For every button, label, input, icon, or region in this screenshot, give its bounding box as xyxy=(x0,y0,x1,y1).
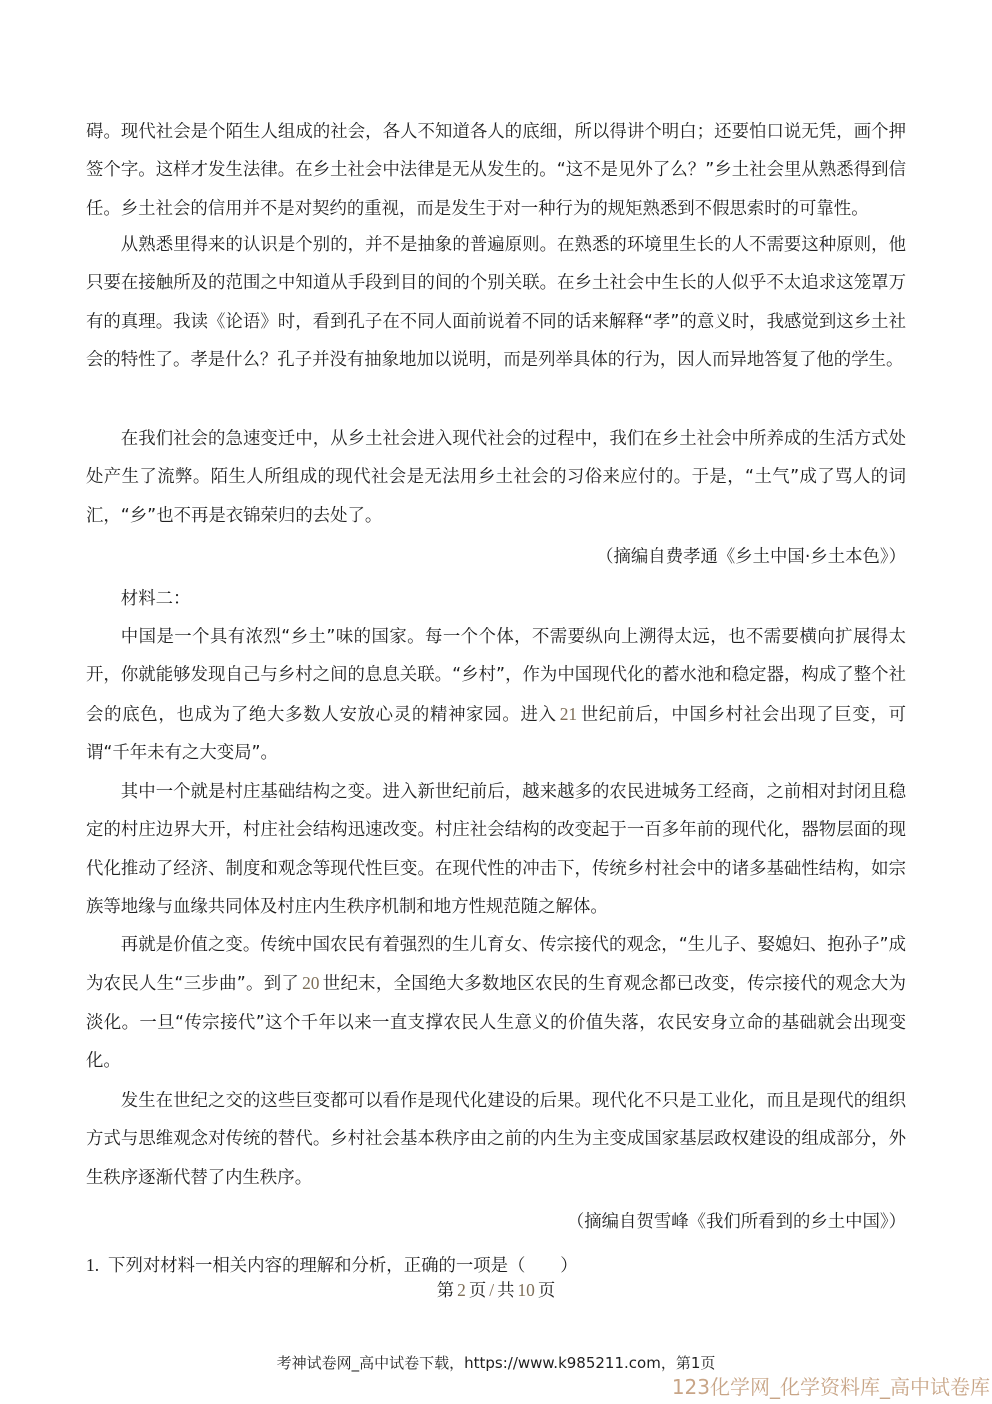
page-indicator-suffix: 页 xyxy=(537,1281,556,1301)
text-segment: 中国是一个具有浓烈“乡土”味的国家。每一个个体，不需要纵向上溯得太远，也不需要横向扩展得太开，你就能够发现自己与乡村之间的息息关联。“乡村”，作为中国现代化的蓄水池和稳定器，构成了整个社会的底色，也成为了绝大多数人安放心灵的精神家园。进入 xyxy=(86,627,906,725)
text-segment: 再就是价值之变。传统中国农民有着强烈的生儿育女、传宗接代的观念，“生儿子、娶媳妇、抱孙子”成为农民人生“三步曲”。到了 xyxy=(86,935,906,995)
attribution-material1: （摘编自费孝通《乡土中国·乡土本色》） xyxy=(596,547,906,567)
year-number-21: 21 xyxy=(559,703,578,724)
page-indicator-prefix: 第 xyxy=(436,1281,455,1301)
text-segment: 世纪末，全国绝大多数地区农民的生育观念都已改变，传宗接代的观念大为淡化。一旦“传宗接代”这个千年以来一直支撑农民人生意义的价值失落，农民安身立命的基础就会出现变化。 xyxy=(86,974,906,1071)
question-text: 下列对材料一相关内容的理解和分析，正确的一项是（ ） xyxy=(108,1256,578,1276)
material2-heading: 材料二： xyxy=(120,589,191,609)
paragraph-material2-value xyxy=(86,926,906,1080)
paragraph-material2-result: 发生在世纪之交的这些巨变都可以看作是现代化建设的后果。现代化不只是工业化，而且是现代的组织方式与思维观念对传统的替代。乡村社会基本秩序由之前的内生为主变成国家基层政权建设的组成部分，外生秩序逐渐代替了内生秩序。 xyxy=(86,1091,906,1188)
question-number: 1. xyxy=(86,1255,100,1275)
attribution-material2: （摘编自贺雪峰《我们所看到的乡土中国》） xyxy=(566,1212,906,1232)
paragraph-material1-familiar: 从熟悉里得来的认识是个别的，并不是抽象的普遍原则。在熟悉的环境里生长的人不需要这种原则，他只要在接触所及的范围之中知道从手段到目的间的个别关联。在乡土社会中生长的人似乎不太追求这笼罩万有的真理。我读《论语》时，看到孔子在不同人面前说着不同的话来解释“孝”的意义时，我感觉到这乡土社会的特性了。孝是什么？孔子并没有抽象地加以说明，而是列举具体的行为，因人而异地答复了他的学生。 xyxy=(86,235,906,370)
paragraph-material2-country xyxy=(86,618,906,772)
paragraph-material1-continued: 碍。现代社会是个陌生人组成的社会，各人不知道各人的底细，所以得讲个明白；还要怕口说无凭，画个押签个字。这样才发生法律。在乡土社会中法律是无从发生的。“这不是见外了么？”乡土社会里从熟悉得到信任。乡土社会的信用并不是对契约的重视，而是发生于对一种行为的规矩熟悉到不假思索时的可靠性。 xyxy=(86,122,906,219)
paragraph-material1-change: 在我们社会的急速变迁中，从乡土社会进入现代社会的过程中，我们在乡土社会中所养成的生活方式处处产生了流弊。陌生人所组成的现代社会是无法用乡土社会的习俗来应付的。于是，“土气”成了骂人的词汇，“乡”也不再是衣锦荣归的去处了。 xyxy=(86,429,906,526)
watermark-bottom-right: 123化学网_化学资料库_高中试卷库 xyxy=(671,1375,990,1399)
footer-site-info: 考神试卷网_高中试卷下载，https://www.k985211.com，第1页 xyxy=(276,1354,716,1372)
paragraph-material2-structure: 其中一个就是村庄基础结构之变。进入新世纪前后，越来越多的农民进城务工经商，之前相对封闭且稳定的村庄边界大开，村庄社会结构迅速改变。村庄社会结构的改变起于一百多年前的现代化，器物层面的现代化推动了经济、制度和观念等现代性巨变。在现代性的冲击下，传统乡村社会中的诸多基础性结构，如宗族等地缘与血缘共同体及村庄内生秩序机制和地方性规范随之解体。 xyxy=(86,782,906,917)
page-indicator xyxy=(86,1271,906,1310)
current-page-number: 2 xyxy=(457,1280,466,1300)
year-number-20: 20 xyxy=(302,973,320,994)
text-segment: 世纪前后，中国乡村社会出现了巨变，可谓“千年未有之大变局”。 xyxy=(86,704,906,763)
page-indicator-total-label: 共 xyxy=(497,1281,515,1301)
page-indicator-middle: 页 xyxy=(468,1281,487,1301)
page-indicator-slash: / xyxy=(489,1280,495,1300)
total-pages-number: 10 xyxy=(517,1280,535,1300)
